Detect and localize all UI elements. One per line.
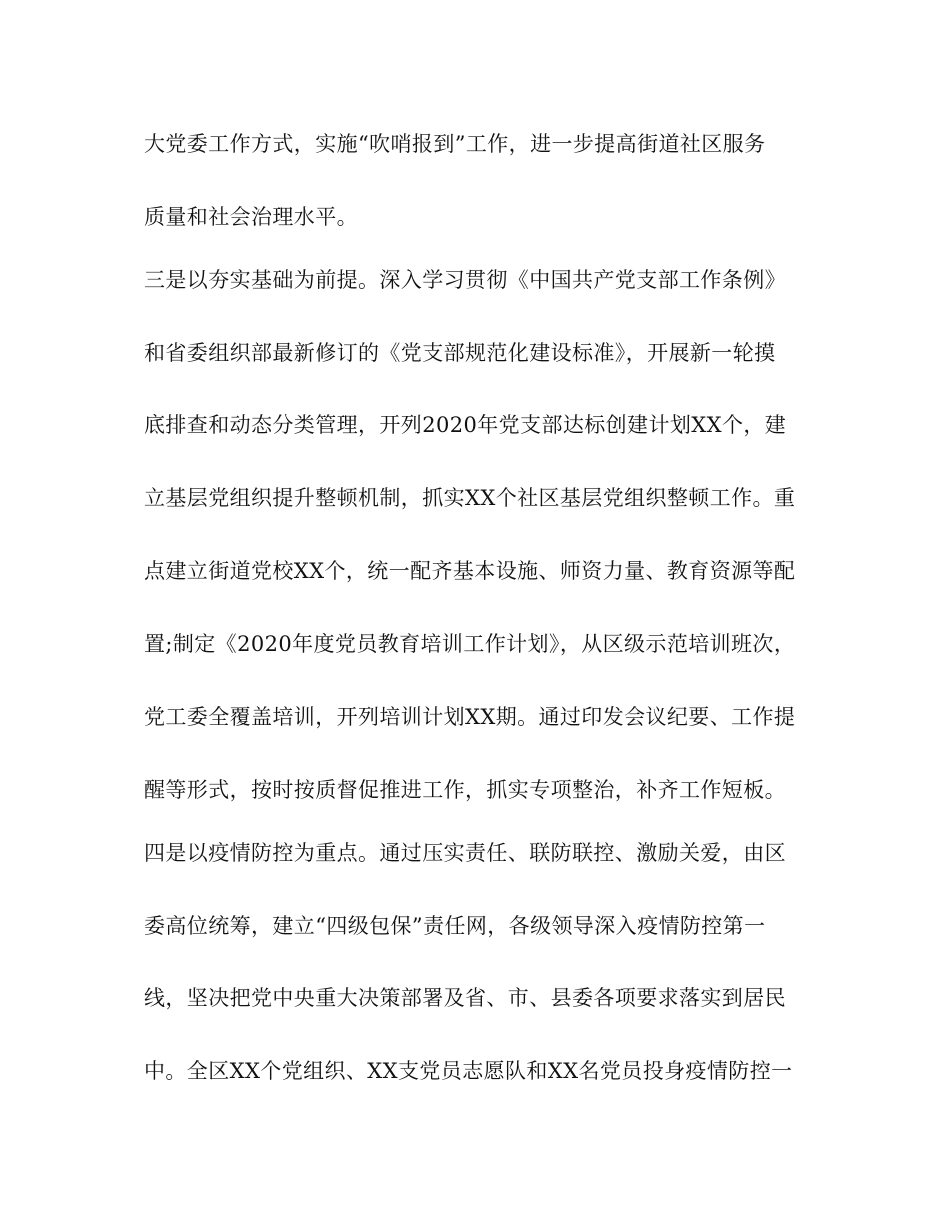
paragraph-line: 四是以疫情防控为重点。通过压实责任、联防联控、激励关爱，由区 [144, 841, 786, 865]
paragraph-line: 点建立街道党校XX个，统一配齐基本设施、师资力量、教育资源等配 [144, 559, 796, 583]
paragraph-line: 置;制定《2020年度党员教育培训工作计划》，从区级示范培训班次， [144, 632, 796, 656]
paragraph-line: 线，坚决把党中央重大决策部署及省、市、县委各项要求落实到居民 [144, 986, 786, 1010]
paragraph-line: 立基层党组织提升整顿机制，抓实XX个社区基层党组织整顿工作。重 [144, 486, 796, 510]
paragraph-line: 三是以夯实基础为前提。深入学习贯彻《中国共产党支部工作条例》 [144, 268, 786, 292]
paragraph-line: 底排查和动态分类管理，开列2020年党支部达标创建计划XX个，建 [144, 413, 787, 437]
paragraph-line: 党工委全覆盖培训，开列培训计划XX期。通过印发会议纪要、工作提 [144, 705, 796, 729]
paragraph-line: 和省委组织部最新修订的《党支部规范化建设标准》，开展新一轮摸 [144, 341, 776, 365]
paragraph-line: 大党委工作方式，实施“吹哨报到”工作，进一步提高街道社区服务 [144, 132, 766, 156]
paragraph-line: 中。全区XX个党组织、XX支党员志愿队和XX名党员投身疫情防控一 [144, 1059, 793, 1083]
paragraph-line: 醒等形式，按时按质督促推进工作，抓实专项整治，补齐工作短板。 [144, 778, 786, 802]
paragraph-line: 委高位统筹，建立“四级包保”责任网，各级领导深入疫情防控第一 [144, 914, 766, 938]
paragraph-line: 质量和社会治理水平。 [144, 205, 358, 229]
